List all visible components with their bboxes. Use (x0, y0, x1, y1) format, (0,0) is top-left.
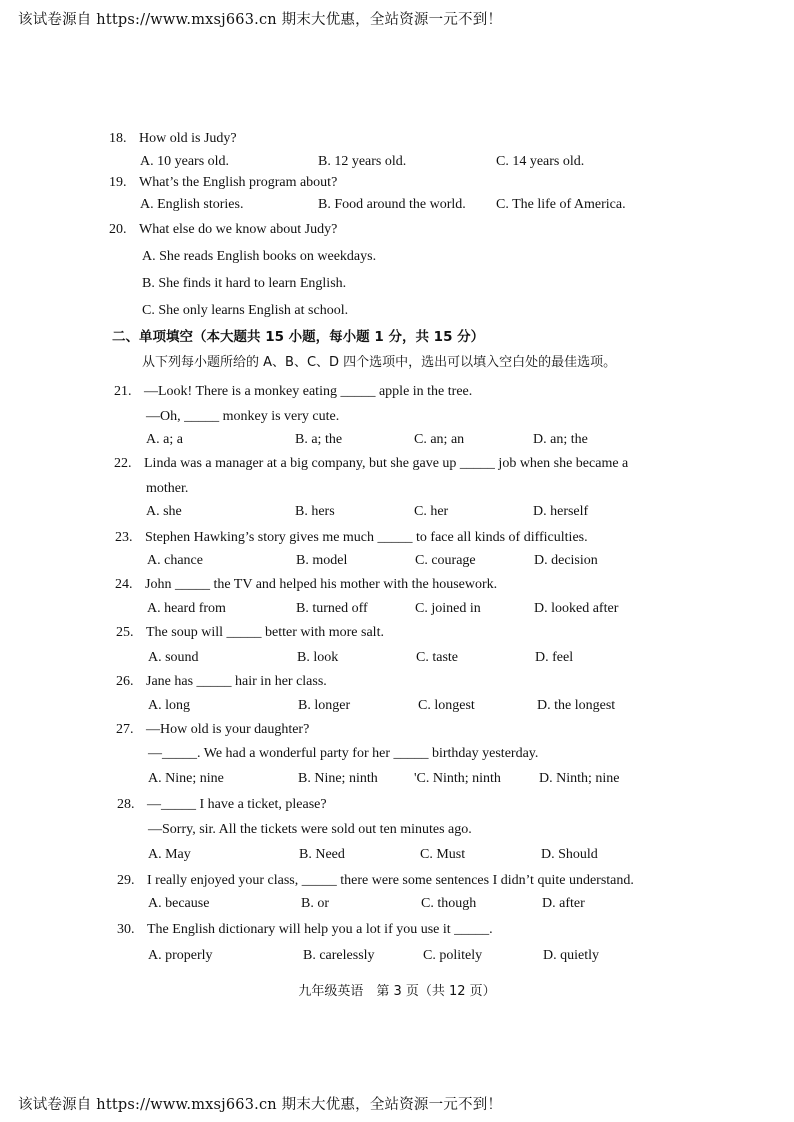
q25-option-a: A. sound (148, 650, 199, 665)
question-number: 28. (117, 797, 135, 812)
question-25 (116, 624, 384, 642)
question-number: 18. (109, 131, 127, 146)
q27-option-c: 'C. Ninth; ninth (414, 771, 501, 786)
question-23 (115, 529, 588, 547)
q27-option-d: D. Ninth; nine (539, 771, 620, 786)
q23-option-d: D. decision (534, 553, 598, 568)
q26-option-c: C. longest (418, 698, 475, 713)
question-number: 21. (114, 384, 132, 399)
q28-option-a: A. May (148, 847, 191, 862)
q30-option-a: A. properly (148, 948, 213, 963)
q23-option-c: C. courage (415, 553, 476, 568)
question-19 (109, 174, 337, 192)
question-text: The soup will _____ better with more salt. (146, 625, 384, 640)
q18-option-b: B. 12 years old. (318, 154, 407, 169)
question-21 (114, 383, 472, 401)
section-instruction: 从下列每小题所给的 A、B、C、D 四个选项中，选出可以填入空白处的最佳选项。 (142, 355, 617, 370)
question-24 (115, 576, 497, 594)
q27-option-b: B. Nine; ninth (298, 771, 378, 786)
question-28 (117, 796, 327, 814)
banner-bottom: 该试卷源自 https://www.mxsj663.cn 期末大优惠，全站资源一元不到！ (18, 1097, 503, 1113)
question-text: I really enjoyed your class, _____ there were some sentences I didn’t quite understand. (147, 873, 634, 888)
question-29 (117, 872, 634, 890)
q20-option-a: A. She reads English books on weekdays. (142, 249, 377, 264)
q19-option-b: B. Food around the world. (318, 197, 466, 212)
question-22 (114, 455, 628, 473)
question-21-line2: —Oh, _____ monkey is very cute. (146, 409, 340, 424)
question-27-line2: —_____. We had a wonderful party for her _____ birthday yesterday. (148, 746, 539, 761)
q29-option-b: B. or (301, 896, 329, 911)
q24-option-b: B. turned off (296, 601, 368, 616)
question-text: Stephen Hawking’s story gives me much _____ to face all kinds of difficulties. (145, 530, 588, 545)
q28-option-c: C. Must (420, 847, 466, 862)
question-text: The English dictionary will help you a lot if you use it _____. (147, 922, 493, 937)
question-number: 22. (114, 456, 132, 471)
q23-option-b: B. model (296, 553, 348, 568)
q22-option-d: D. herself (533, 504, 589, 519)
q23-option-a: A. chance (147, 553, 203, 568)
q24-option-c: C. joined in (415, 601, 481, 616)
q29-option-c: C. though (421, 896, 477, 911)
q22-option-a: A. she (146, 504, 182, 519)
q29-option-a: A. because (148, 896, 210, 911)
question-number: 23. (115, 530, 133, 545)
q29-option-d: D. after (542, 896, 585, 911)
q26-option-a: A. long (148, 698, 190, 713)
q28-option-d: D. Should (541, 847, 598, 862)
q19-option-c: C. The life of America. (496, 197, 626, 212)
q19-option-a: A. English stories. (140, 197, 244, 212)
question-text: John _____ the TV and helped his mother with the housework. (145, 577, 498, 592)
question-number: 24. (115, 577, 133, 592)
q21-option-a: A. a; a (146, 432, 183, 447)
q18-option-c: C. 14 years old. (496, 154, 585, 169)
question-number: 26. (116, 674, 134, 689)
q24-option-d: D. looked after (534, 601, 619, 616)
question-20 (109, 221, 337, 239)
question-number: 29. (117, 873, 135, 888)
question-28-line2: —Sorry, sir. All the tickets were sold out ten minutes ago. (148, 822, 472, 837)
question-number: 19. (109, 175, 127, 190)
q28-option-b: B. Need (299, 847, 345, 862)
q26-option-b: B. longer (298, 698, 351, 713)
q21-option-d: D. an; the (533, 432, 588, 447)
q27-option-a: A. Nine; nine (148, 771, 224, 786)
q25-option-c: C. taste (416, 650, 458, 665)
q20-option-c: C. She only learns English at school. (142, 303, 349, 318)
q21-option-c: C. an; an (414, 432, 465, 447)
question-text: Linda was a manager at a big company, but she gave up _____ job when she became a (144, 456, 629, 471)
q22-option-c: C. her (414, 504, 449, 519)
question-18 (109, 130, 237, 148)
q30-option-b: B. carelessly (303, 948, 375, 963)
q18-option-a: A. 10 years old. (140, 154, 230, 169)
q22-option-b: B. hers (295, 504, 335, 519)
banner-top: 该试卷源自 https://www.mxsj663.cn 期末大优惠，全站资源一元不到！ (18, 12, 503, 28)
q25-option-b: B. look (297, 650, 339, 665)
q24-option-a: A. heard from (147, 601, 226, 616)
q20-option-b: B. She finds it hard to learn English. (142, 276, 347, 291)
question-text: What else do we know about Judy? (139, 222, 338, 237)
q21-option-b: B. a; the (295, 432, 343, 447)
question-text: What’s the English program about? (139, 175, 338, 190)
question-number: 25. (116, 625, 134, 640)
question-text: —Look! There is a monkey eating _____ apple in the tree. (144, 384, 473, 399)
question-number: 30. (117, 922, 135, 937)
q26-option-d: D. the longest (537, 698, 616, 713)
q30-option-d: D. quietly (543, 948, 599, 963)
section-heading: 二、单项填空（本大题共 15 小题，每小题 1 分，共 15 分） (112, 329, 485, 345)
question-text: Jane has _____ hair in her class. (146, 674, 327, 689)
question-27 (116, 721, 309, 739)
question-30 (117, 921, 493, 939)
question-26 (116, 673, 327, 691)
question-text: —_____ I have a ticket, please? (147, 797, 327, 812)
q25-option-d: D. feel (535, 650, 574, 665)
question-text: How old is Judy? (139, 131, 237, 146)
question-22-line2: mother. (146, 481, 189, 496)
page-footer: 九年级英语 第 3 页（共 12 页） (298, 984, 496, 999)
question-number: 20. (109, 222, 127, 237)
question-text: —How old is your daughter? (146, 722, 310, 737)
q30-option-c: C. politely (423, 948, 483, 963)
question-number: 27. (116, 722, 134, 737)
